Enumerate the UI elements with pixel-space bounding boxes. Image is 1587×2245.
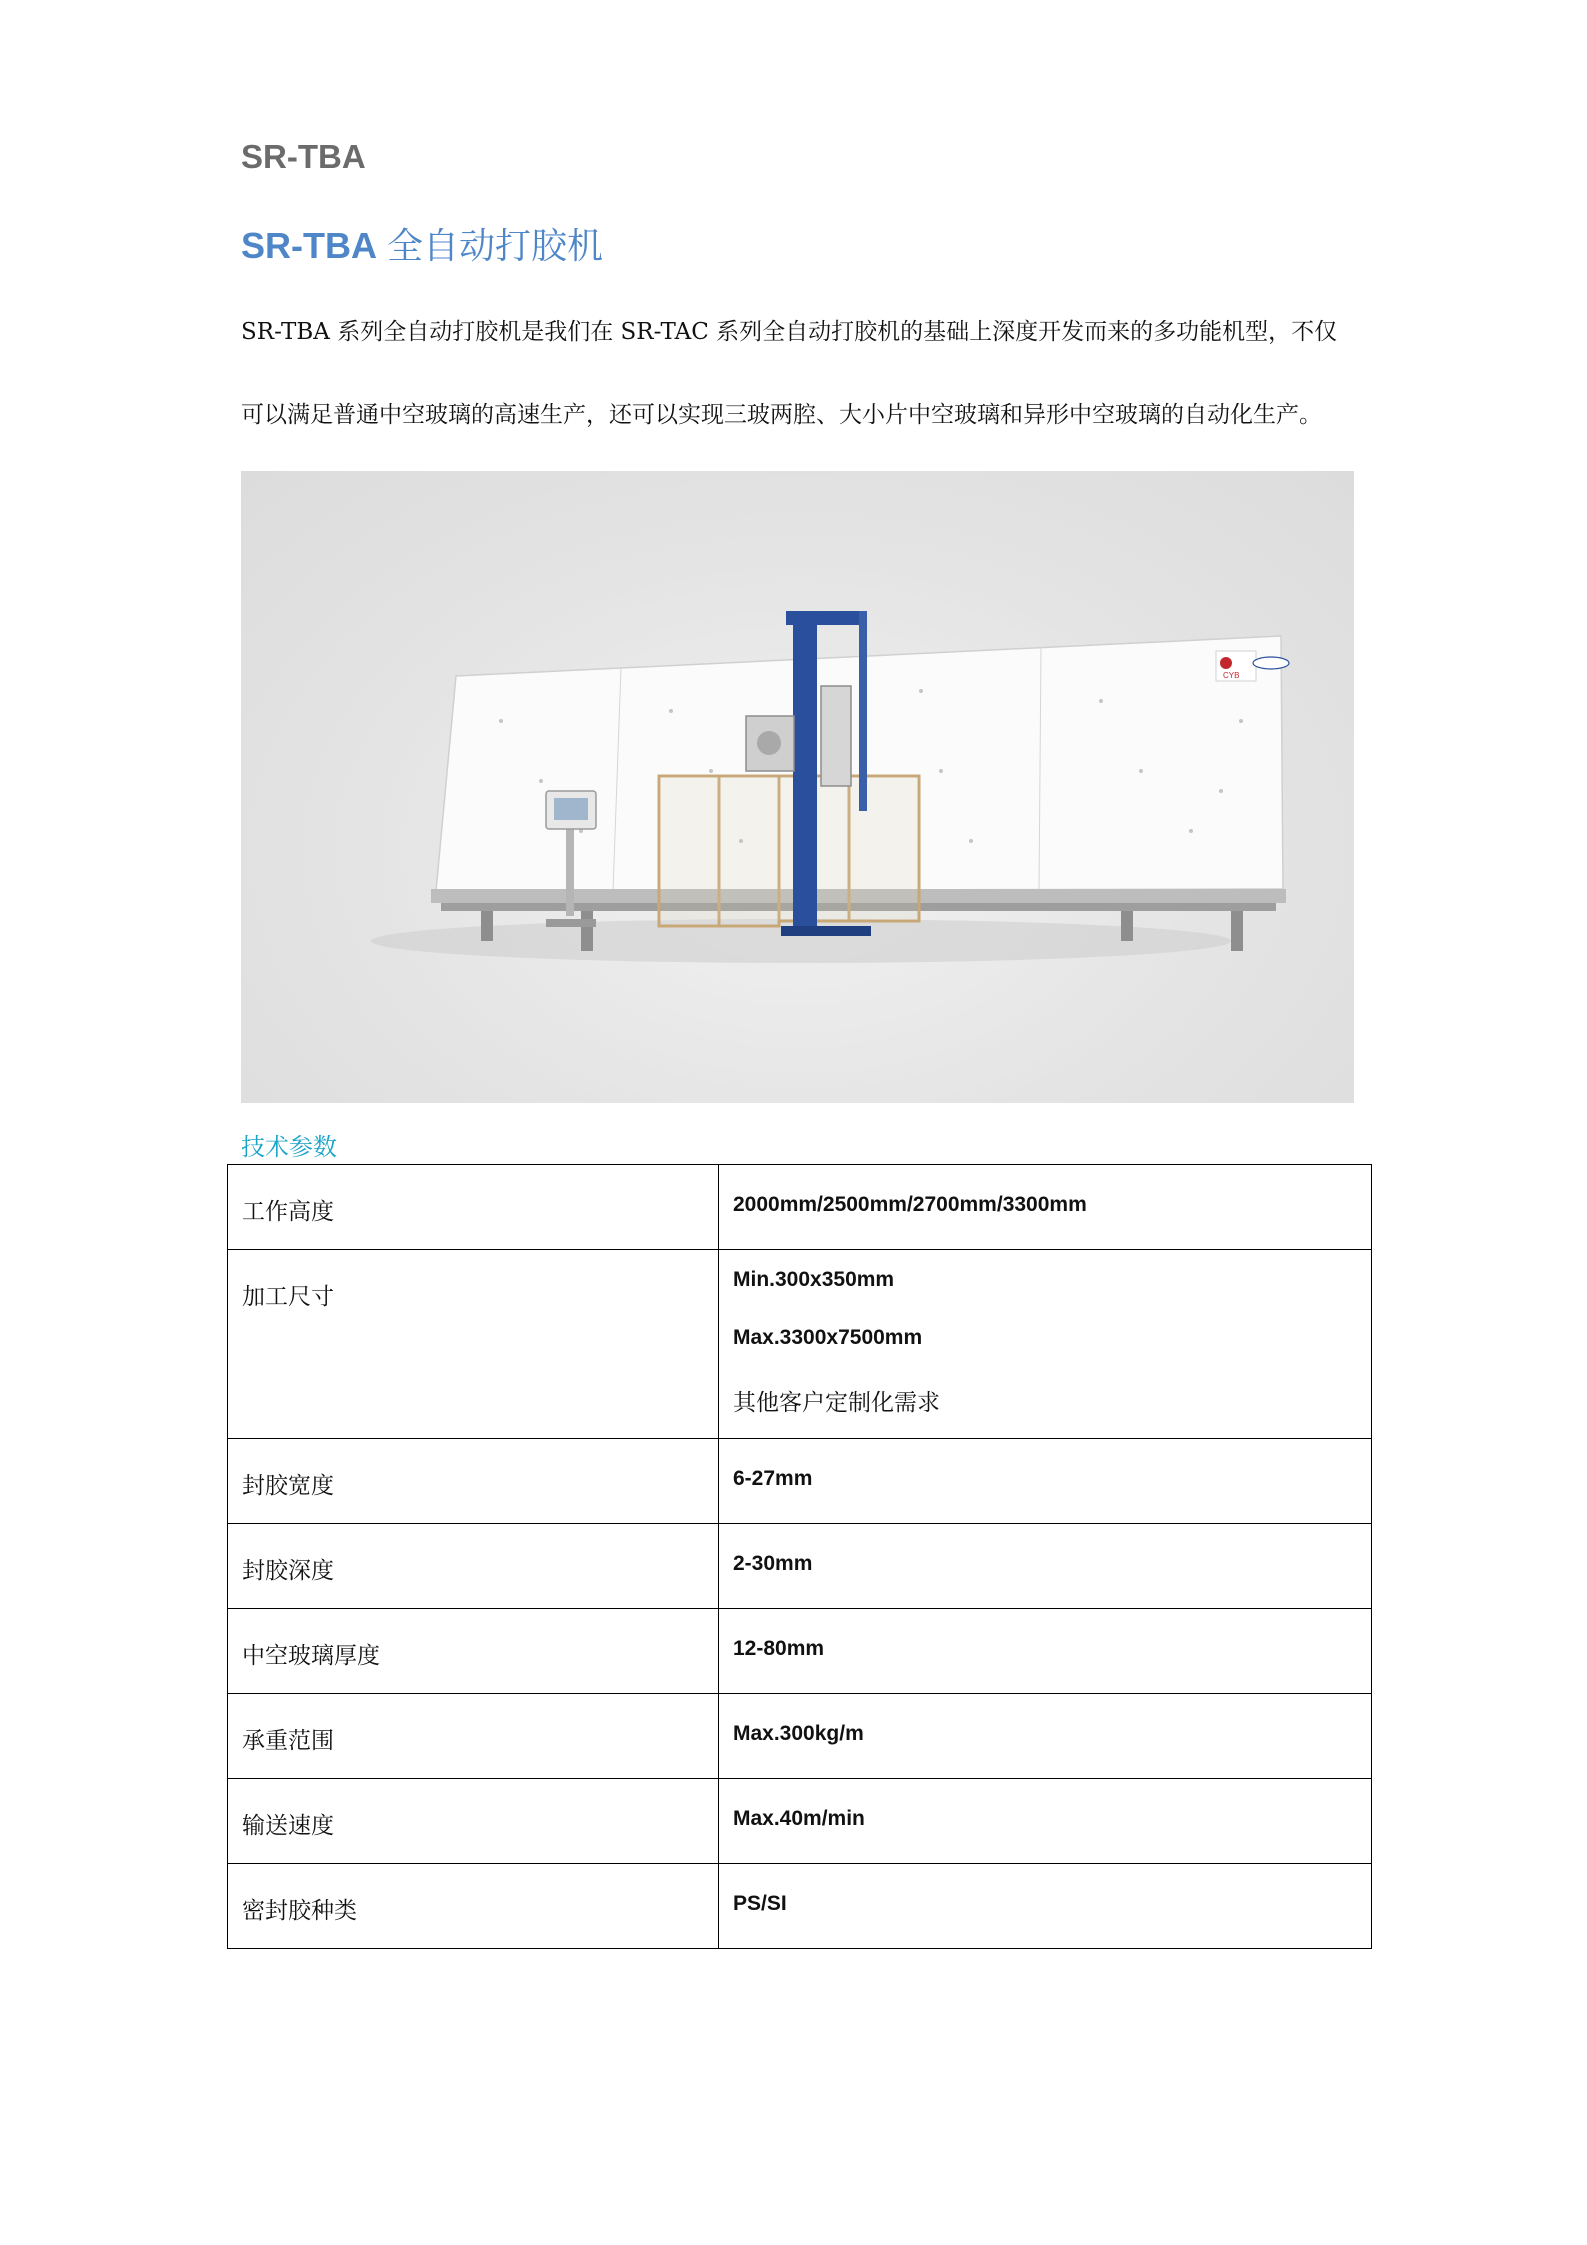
product-photo: [241, 471, 1354, 1103]
product-title-name: 全自动打胶机: [386, 226, 603, 267]
spec-value: 2-30mm: [733, 1552, 813, 1575]
spec-value: 6-27mm: [733, 1467, 813, 1490]
spec-value: PS/SI: [733, 1892, 787, 1915]
specs-table: [227, 1164, 1372, 1949]
spec-key: 封胶宽度: [242, 1473, 334, 1499]
spec-key: 输送速度: [242, 1813, 334, 1839]
spec-value: 12-80mm: [733, 1637, 825, 1660]
section-title: 技术参数: [241, 1133, 337, 1161]
product-title: [241, 218, 603, 269]
intro-line-1: SR-TBA 系列全自动打胶机是我们在 SR-TAC 系列全自动打胶机的基础上深度开发而来的多功能机型，不仅: [241, 319, 1338, 345]
spec-key: 密封胶种类: [242, 1898, 357, 1924]
spec-key: 工作高度: [242, 1199, 334, 1225]
spec-key: 承重范围: [242, 1728, 334, 1754]
spec-key: 加工尺寸: [242, 1284, 334, 1310]
spec-value: 2000mm/2500mm/2700mm/3300mm: [733, 1193, 1087, 1216]
spec-key: 中空玻璃厚度: [242, 1643, 380, 1669]
spec-key: 封胶深度: [242, 1558, 334, 1584]
table-row: [228, 1779, 1372, 1864]
table-row: [228, 1694, 1372, 1779]
model-heading: SR-TBA: [241, 138, 366, 175]
intro-line-2: 可以满足普通中空玻璃的高速生产，还可以实现三玻两腔、大小片中空玻璃和异形中空玻璃的自动化生产。: [241, 402, 1322, 428]
table-row: [228, 1250, 1372, 1439]
table-row: [228, 1524, 1372, 1609]
spec-value: Max.300kg/m: [733, 1722, 864, 1745]
table-row: [228, 1165, 1372, 1250]
machine-illustration: [241, 471, 1354, 1103]
table-row: [228, 1609, 1372, 1694]
logo-text: CYB: [1223, 671, 1240, 680]
table-row: [228, 1864, 1372, 1949]
table-row: [228, 1439, 1372, 1524]
spec-value: Min.300x350mm: [733, 1268, 895, 1291]
spec-value: Max.40m/min: [733, 1807, 865, 1830]
spec-value: Max.3300x7500mm: [733, 1326, 923, 1349]
spec-value-group: [733, 1250, 1357, 1417]
product-title-model: SR-TBA: [241, 225, 377, 266]
spec-value: 其他客户定制化需求: [733, 1390, 940, 1416]
